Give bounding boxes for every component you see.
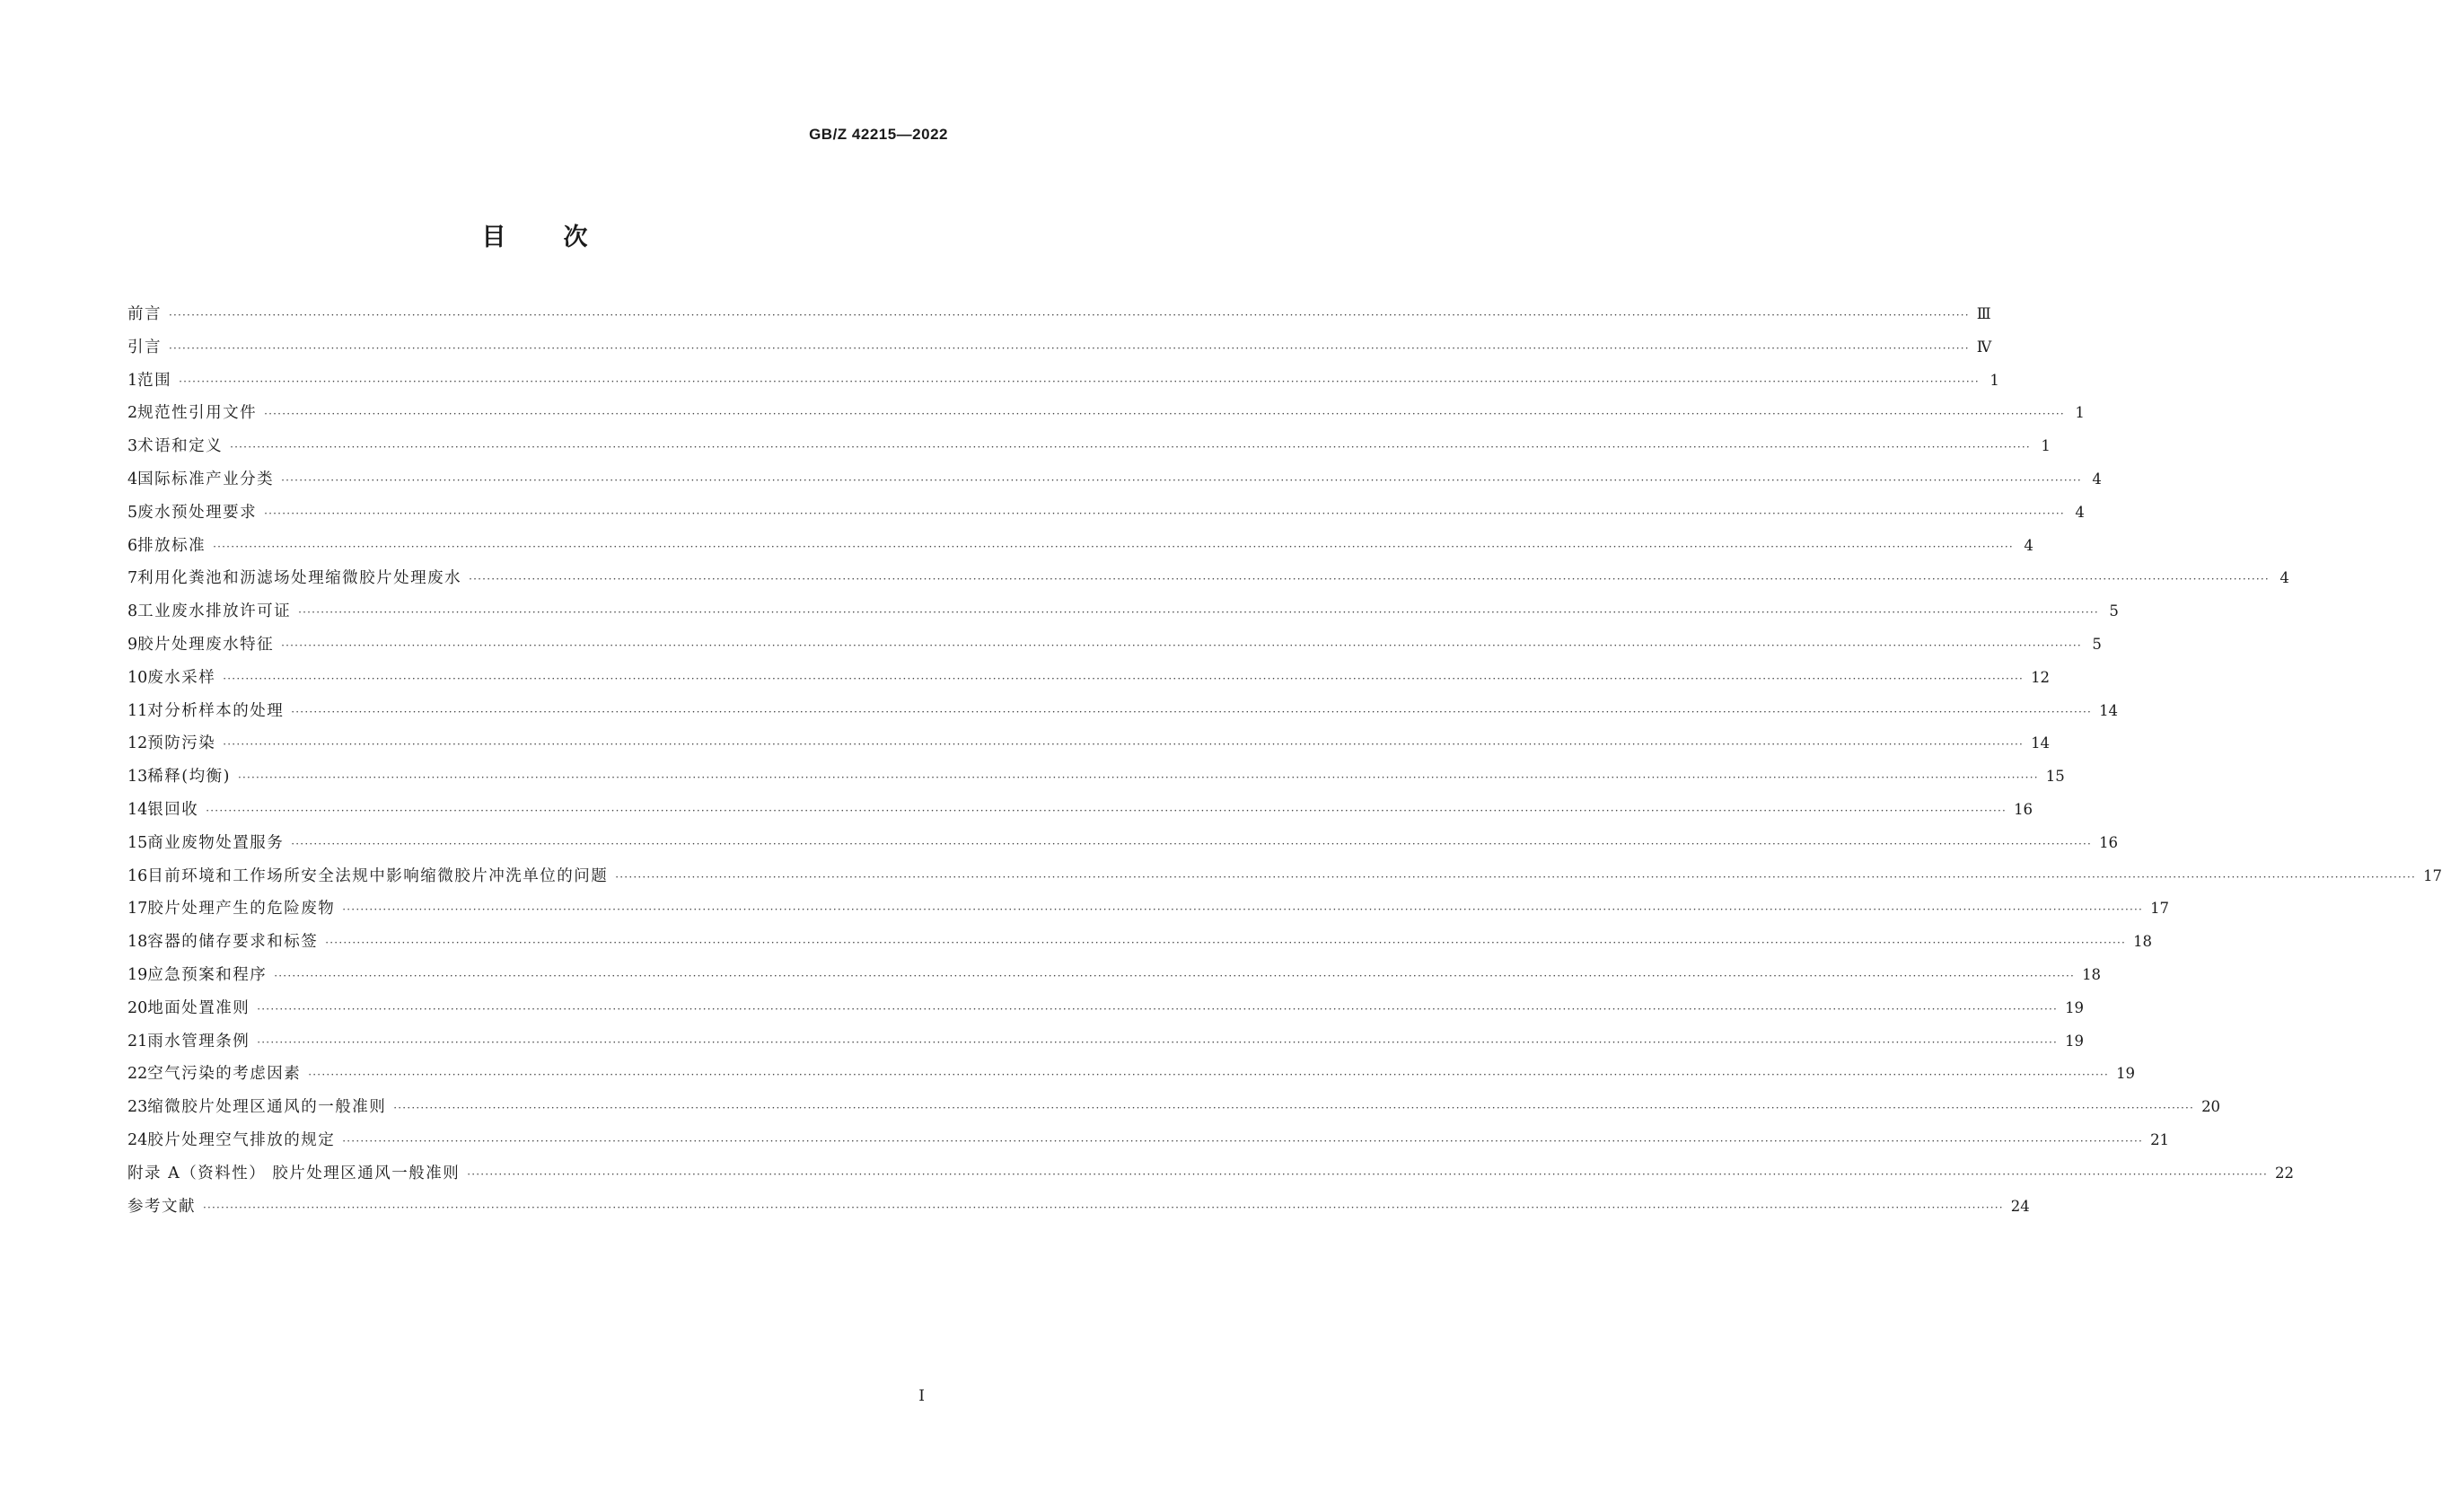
toc-entry-page: 1 (1990, 371, 1999, 389)
toc-entry[interactable] (127, 864, 2442, 897)
toc-entry-page: 22 (2275, 1164, 2295, 1182)
toc-entry-label: 利用化粪池和沥滤场处理缩微胶片处理废水 (137, 569, 462, 588)
toc-entry-number: 3 (127, 437, 138, 456)
toc-entry[interactable] (127, 929, 2153, 963)
toc-entry-number: 16 (127, 866, 148, 885)
toc-entry-number: 18 (127, 933, 148, 952)
toc-entry[interactable] (127, 368, 1999, 401)
toc-entry-number: 8 (127, 602, 138, 621)
toc-entry-number: 19 (127, 965, 148, 984)
toc-entry[interactable] (127, 599, 2119, 632)
toc-leader-dots: ················································································································································································································································································································································································································ (298, 606, 2099, 620)
toc-entry-number: 2 (127, 404, 138, 423)
toc-entry[interactable] (127, 996, 2085, 1029)
toc-entry-page: 19 (2116, 1065, 2136, 1083)
toc-entry-page: 1 (2075, 404, 2085, 422)
toc-entry-label: 目前环境和工作场所安全法规中影响缩微胶片冲洗单位的问题 (147, 866, 609, 885)
toc-entry-page: 16 (2014, 800, 2034, 818)
toc-entry-page: Ⅲ (1976, 305, 1991, 322)
toc-entry-label: 术语和定义 (137, 437, 224, 456)
toc-entry-number: 9 (127, 635, 138, 654)
toc-entry[interactable] (127, 963, 2102, 996)
toc-entry-label: 胶片处理空气排放的规定 (147, 1130, 336, 1149)
toc-entry-page: 15 (2045, 768, 2065, 786)
toc-entry-label: 废水采样 (147, 668, 216, 687)
toc-entry-number: 21 (127, 1032, 148, 1050)
toc-entry[interactable] (127, 1029, 2085, 1062)
toc-entry-page: 4 (2024, 536, 2034, 554)
toc-entry-label: 排放标准 (137, 536, 206, 555)
toc-entry-page: 19 (2065, 998, 2085, 1016)
toc-entry-page: 19 (2065, 1032, 2085, 1050)
toc-entry-number: 6 (127, 536, 138, 555)
toc-entry-number: 7 (127, 569, 138, 588)
toc-entry[interactable] (127, 764, 2065, 797)
toc-entry[interactable] (127, 831, 2119, 864)
toc-leader-dots: ················································································································································································································································································································································································································ (469, 573, 2270, 586)
toc-entry-label: 容器的储存要求和标签 (147, 933, 319, 952)
toc-entry-page: 4 (2075, 503, 2085, 521)
toc-entry-number: 10 (127, 668, 148, 687)
toc-entry-page: 18 (2133, 933, 2153, 951)
toc-entry-label: 参考文献 (127, 1197, 196, 1216)
toc-entry-number: 24 (127, 1130, 148, 1149)
toc-entry-number: 20 (127, 998, 148, 1017)
toc-entry[interactable] (127, 434, 2051, 467)
toc-leader-dots: ················································································································································································································································································································································································································ (223, 672, 2025, 685)
toc-entry-page: 21 (2150, 1130, 2170, 1148)
toc-entry-page: 18 (2082, 965, 2102, 983)
toc-entry-number: 15 (127, 833, 148, 852)
toc-leader-dots: ················································································································································································································································································································································································································ (203, 1200, 2004, 1214)
toc-entry[interactable] (127, 1161, 2295, 1194)
toc-entry[interactable] (127, 533, 2034, 567)
toc-entry-label: 规范性引用文件 (137, 404, 258, 423)
toc-entry[interactable] (127, 500, 2085, 533)
toc-entry-number: 14 (127, 800, 148, 819)
toc-entry-label: 雨水管理条例 (147, 1032, 250, 1050)
toc-leader-dots: ················································································································································································································································································································································································································ (257, 1002, 2059, 1015)
toc-entry-page: 14 (2031, 734, 2051, 752)
toc-leader-dots: ················································································································································································································································································································································································································ (342, 903, 2144, 917)
toc-leader-dots: ················································································································································································································································································································································································································ (274, 969, 2076, 982)
toc-entry-page: 4 (2092, 470, 2102, 488)
toc-leader-dots: ················································································································································································································································································································································································································ (467, 1167, 2269, 1181)
toc-entry[interactable] (127, 1128, 2170, 1161)
toc-leader-dots: ················································································································································································································································································································································································································ (206, 804, 2007, 817)
toc-entry-label: 国际标准产业分类 (137, 470, 275, 488)
toc-entry-number: 12 (127, 734, 148, 753)
toc-entry[interactable] (127, 699, 2119, 732)
toc-leader-dots: ················································································································································································································································································································································································································ (223, 738, 2025, 752)
toc-entry-number: 1 (127, 371, 138, 390)
toc-entry-label: 废水预处理要求 (137, 503, 258, 522)
toc-leader-dots: ················································································································································································································································································································································································································ (342, 1134, 2144, 1147)
toc-leader-dots: ················································································································································································································································································································································································································ (264, 408, 2065, 421)
toc-entry-number: 4 (127, 470, 138, 488)
toc-leader-dots: ················································································································································································································································································································································································································ (264, 506, 2065, 520)
toc-leader-dots: ················································································································································································································································································································································································································ (237, 771, 2039, 785)
toc-leader-dots: ················································································································································································································································································································································································································ (230, 441, 2031, 454)
toc-entry-label: 胶片处理废水特征 (137, 635, 275, 654)
toc-entry-label: 预防污染 (147, 734, 216, 753)
toc-entry[interactable] (127, 400, 2085, 434)
toc-entry[interactable] (127, 665, 2051, 699)
toc-entry-number: 5 (127, 503, 138, 522)
toc-entry-page: 4 (2279, 569, 2289, 587)
toc-entry[interactable] (127, 731, 2051, 764)
toc-entry-page: 17 (2150, 900, 2170, 918)
toc-entry-page: 14 (2099, 701, 2119, 719)
toc-entry[interactable] (127, 797, 2034, 831)
toc-entry[interactable] (127, 566, 2289, 599)
toc-entry-number: 22 (127, 1065, 148, 1084)
toc-entry-label: 空气污染的考虑因素 (147, 1065, 302, 1084)
toc-entry-page: Ⅳ (1976, 338, 1992, 356)
toc-entry-page: 17 (2423, 866, 2442, 884)
toc-entry-label: 银回收 (147, 800, 199, 819)
toc-entry-label: 应急预案和程序 (147, 965, 268, 984)
toc-entry-page: 5 (2109, 602, 2119, 620)
toc-entry-page: 12 (2031, 668, 2051, 686)
toc-entry-label: 附录 A（资料性） 胶片处理区通风一般准则 (127, 1164, 461, 1182)
toc-entry-label: 工业废水排放许可证 (137, 602, 292, 621)
toc-entry[interactable] (127, 896, 2170, 929)
toc-entry-label: 对分析样本的处理 (147, 701, 285, 720)
toc-leader-dots: ················································································································································································································································································································································································································ (291, 705, 2093, 718)
toc-entry-label: 胶片处理产生的危险废物 (147, 900, 336, 919)
toc-entry-number: 11 (127, 701, 148, 720)
toc-entry-number: 23 (127, 1098, 148, 1117)
toc-entry-number: 13 (127, 768, 148, 787)
toc-entry-label: 地面处置准则 (147, 998, 250, 1017)
page-number: I (918, 1387, 925, 1405)
toc-leader-dots: ················································································································································································································································································································································································································ (281, 638, 2082, 652)
toc-leader-dots: ················································································································································································································································································································································································································ (169, 341, 1970, 355)
standard-code: GB/Z 42215—2022 (809, 126, 948, 143)
toc-entry-number: 17 (127, 900, 148, 919)
table-of-contents (127, 302, 2442, 1226)
toc-leader-dots: ················································································································································································································································································································································································································ (325, 936, 2127, 950)
toc-entry-label: 范围 (137, 371, 172, 390)
toc-leader-dots: ················································································································································································································································································································································································································ (291, 837, 2093, 850)
toc-entry[interactable] (127, 1061, 2136, 1094)
toc-entry[interactable] (127, 1094, 2221, 1128)
toc-entry-label: 前言 (127, 305, 162, 323)
toc-entry[interactable] (127, 335, 1992, 368)
toc-leader-dots: ················································································································································································································································································································································································································ (213, 540, 2014, 553)
toc-entry-page: 20 (2201, 1098, 2221, 1116)
toc-leader-dots: ················································································································································································································································································································································································································ (308, 1068, 2110, 1082)
toc-entry-page: 16 (2099, 833, 2119, 851)
toc-leader-dots: ················································································································································································································································································································································································································ (281, 473, 2082, 487)
toc-leader-dots: ················································································································································································································································································································································································································ (393, 1102, 2195, 1115)
toc-entry-label: 引言 (127, 338, 162, 356)
toc-entry[interactable] (127, 1194, 2030, 1227)
toc-entry-label: 稀释(均衡) (147, 768, 231, 787)
toc-entry-page: 1 (2041, 437, 2051, 455)
toc-entry-page: 5 (2092, 635, 2102, 653)
page-title: 目次 (481, 224, 646, 251)
toc-leader-dots: ················································································································································································································································································································································································································ (257, 1035, 2059, 1049)
toc-leader-dots: ················································································································································································································································································································································································································ (169, 309, 1970, 321)
toc-entry[interactable] (127, 302, 1991, 335)
toc-entry-label: 缩微胶片处理区通风的一般准则 (147, 1098, 387, 1117)
toc-leader-dots: ················································································································································································································································································································································································································ (615, 870, 2417, 883)
toc-entry[interactable] (127, 467, 2102, 500)
toc-entry-page: 24 (2010, 1197, 2030, 1215)
toc-leader-dots: ················································································································································································································································································································································································································ (179, 374, 1980, 388)
toc-entry[interactable] (127, 632, 2102, 665)
toc-entry-label: 商业废物处置服务 (147, 833, 285, 852)
